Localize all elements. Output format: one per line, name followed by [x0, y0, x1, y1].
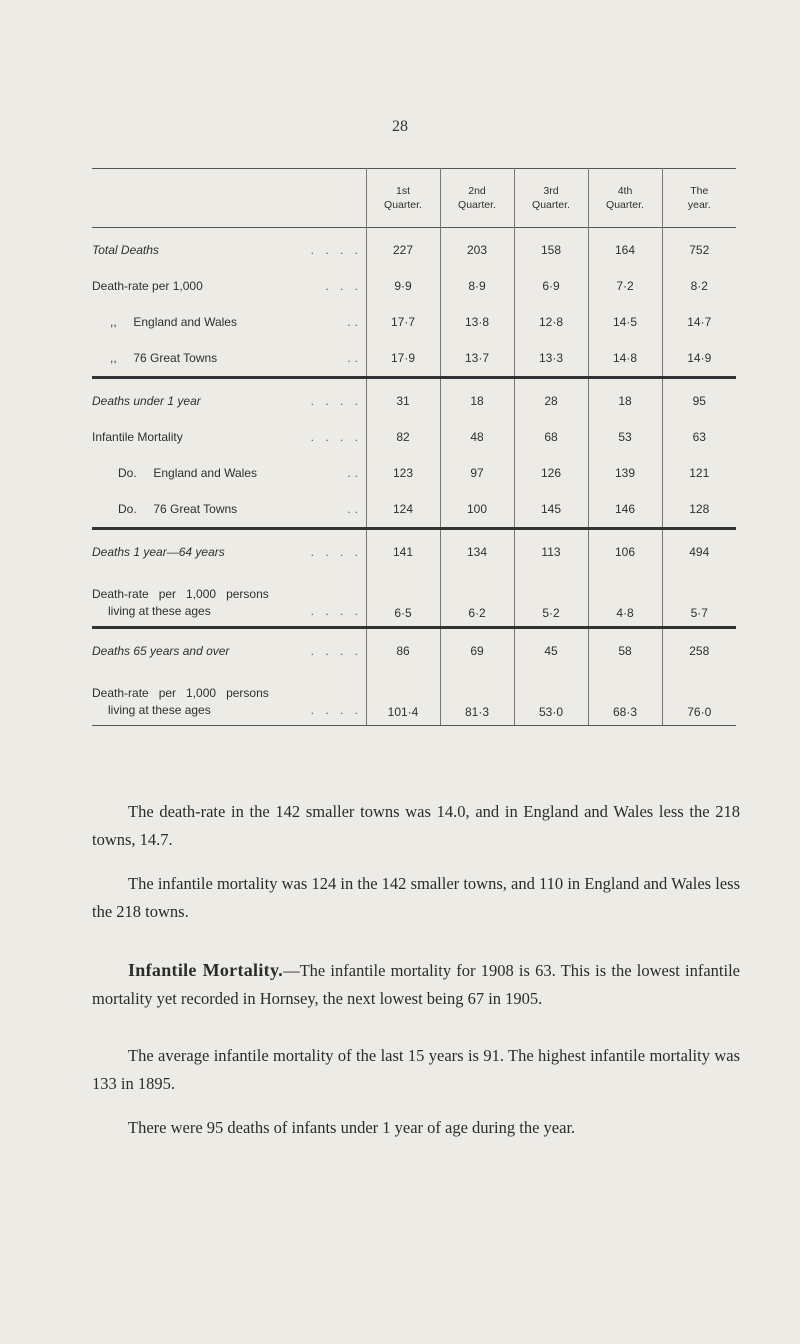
header-blank [92, 169, 366, 228]
cell-value: 5·2 [514, 570, 588, 628]
table-row [92, 268, 736, 304]
row-label: Deaths 1 year—64 years . . . . [92, 545, 362, 559]
header-q1: 1st Quarter. [366, 169, 440, 228]
row-label: Do. 76 Great Towns .. [92, 491, 366, 529]
cell-value: 14·7 [662, 304, 736, 340]
cell-value: 14·5 [588, 304, 662, 340]
cell-value: 95 [662, 378, 736, 420]
cell-value: 12·8 [514, 304, 588, 340]
statistics-table [92, 168, 736, 726]
cell-value: 69 [440, 628, 514, 670]
page-number: 28 [392, 118, 408, 135]
cell-value: 494 [662, 529, 736, 571]
cell-value: 7·2 [588, 268, 662, 304]
header-year: The year. [662, 169, 736, 228]
table-row [92, 628, 736, 670]
cell-value: 121 [662, 455, 736, 491]
row-label: Deaths under 1 year . . . . [92, 394, 362, 408]
cell-value: 203 [440, 228, 514, 269]
statistics-table-container [92, 168, 736, 726]
cell-value: 227 [366, 228, 440, 269]
header-q4: 4th Quarter. [588, 169, 662, 228]
cell-value: 53·0 [514, 669, 588, 726]
row-label: Death-rate per 1,000 persons living at these ages . . . . [92, 669, 366, 726]
cell-value: 17·7 [366, 304, 440, 340]
cell-value: 5·7 [662, 570, 736, 628]
paragraph-average-mortality: The average infantile mortality of the last 15 years is 91. The highest infantile mortality was 133 in 1895. [92, 1046, 740, 1093]
cell-value: 139 [588, 455, 662, 491]
cell-value: 68·3 [588, 669, 662, 726]
cell-value: 76·0 [662, 669, 736, 726]
paragraph-smaller-towns-death-rate: The death-rate in the 142 smaller towns was 14.0, and in England and Wales less the 218 towns, 14.7. [92, 802, 740, 849]
cell-value: 752 [662, 228, 736, 269]
cell-value: 81·3 [440, 669, 514, 726]
row-label: Infantile Mortality . . . . [92, 430, 362, 444]
cell-value: 82 [366, 419, 440, 455]
cell-value: 258 [662, 628, 736, 670]
cell-value: 145 [514, 491, 588, 529]
cell-value: 141 [366, 529, 440, 571]
table-row [92, 669, 736, 726]
cell-value: 113 [514, 529, 588, 571]
section-heading: Infantile Mortality. [128, 960, 284, 980]
cell-value: 45 [514, 628, 588, 670]
cell-value: 6·5 [366, 570, 440, 628]
cell-value: 68 [514, 419, 588, 455]
header-q2: 2nd Quarter. [440, 169, 514, 228]
table-row [92, 529, 736, 571]
cell-value: 106 [588, 529, 662, 571]
table-row [92, 491, 736, 529]
cell-value: 146 [588, 491, 662, 529]
cell-value: 13·8 [440, 304, 514, 340]
row-label: Deaths 65 years and over . . . . [92, 644, 362, 658]
table-row [92, 304, 736, 340]
cell-value: 13·3 [514, 340, 588, 378]
cell-value: 18 [440, 378, 514, 420]
table-row [92, 570, 736, 628]
cell-value: 4·8 [588, 570, 662, 628]
row-label: Death-rate per 1,000 . . . [92, 279, 362, 293]
cell-value: 158 [514, 228, 588, 269]
table-row [92, 228, 736, 269]
row-label: ,, England and Wales .. [110, 315, 362, 329]
paragraph-infant-deaths: There were 95 deaths of infants under 1 year of age during the year. [128, 1118, 576, 1137]
cell-value: 128 [662, 491, 736, 529]
cell-value: 14·9 [662, 340, 736, 378]
cell-value: 63 [662, 419, 736, 455]
cell-value: 101·4 [366, 669, 440, 726]
cell-value: 6·2 [440, 570, 514, 628]
row-label: Total Deaths . . . . [92, 243, 362, 257]
table-row [92, 378, 736, 420]
table-header-row [92, 169, 736, 228]
cell-value: 164 [588, 228, 662, 269]
cell-value: 124 [366, 491, 440, 529]
cell-value: 13·7 [440, 340, 514, 378]
cell-value: 86 [366, 628, 440, 670]
header-q3: 3rd Quarter. [514, 169, 588, 228]
cell-value: 14·8 [588, 340, 662, 378]
cell-value: 97 [440, 455, 514, 491]
cell-value: 58 [588, 628, 662, 670]
row-label: Do. England and Wales .. [118, 466, 362, 480]
cell-value: 123 [366, 455, 440, 491]
cell-value: 28 [514, 378, 588, 420]
cell-value: 8·2 [662, 268, 736, 304]
cell-value: 8·9 [440, 268, 514, 304]
table-row [92, 340, 736, 378]
cell-value: 17·9 [366, 340, 440, 378]
table-row [92, 419, 736, 455]
cell-value: 126 [514, 455, 588, 491]
cell-value: 48 [440, 419, 514, 455]
cell-value: 18 [588, 378, 662, 420]
row-label: ,, 76 Great Towns .. [92, 340, 366, 378]
paragraph-smaller-towns-infantile: The infantile mortality was 124 in the 142 smaller towns, and 110 in England and Wales less the 218 towns. [92, 874, 740, 921]
table-row [92, 455, 736, 491]
cell-value: 134 [440, 529, 514, 571]
row-label: Death-rate per 1,000 persons living at these ages . . . . [92, 570, 366, 628]
cell-value: 100 [440, 491, 514, 529]
cell-value: 9·9 [366, 268, 440, 304]
cell-value: 31 [366, 378, 440, 420]
paragraph-infantile-mortality: Infantile Mortality.—The infantile mortality for 1908 is 63. This is the lowest infantile mortality yet recorded in Hornsey, the next lowest being 67 in 1905. [92, 960, 741, 1008]
cell-value: 53 [588, 419, 662, 455]
cell-value: 6·9 [514, 268, 588, 304]
